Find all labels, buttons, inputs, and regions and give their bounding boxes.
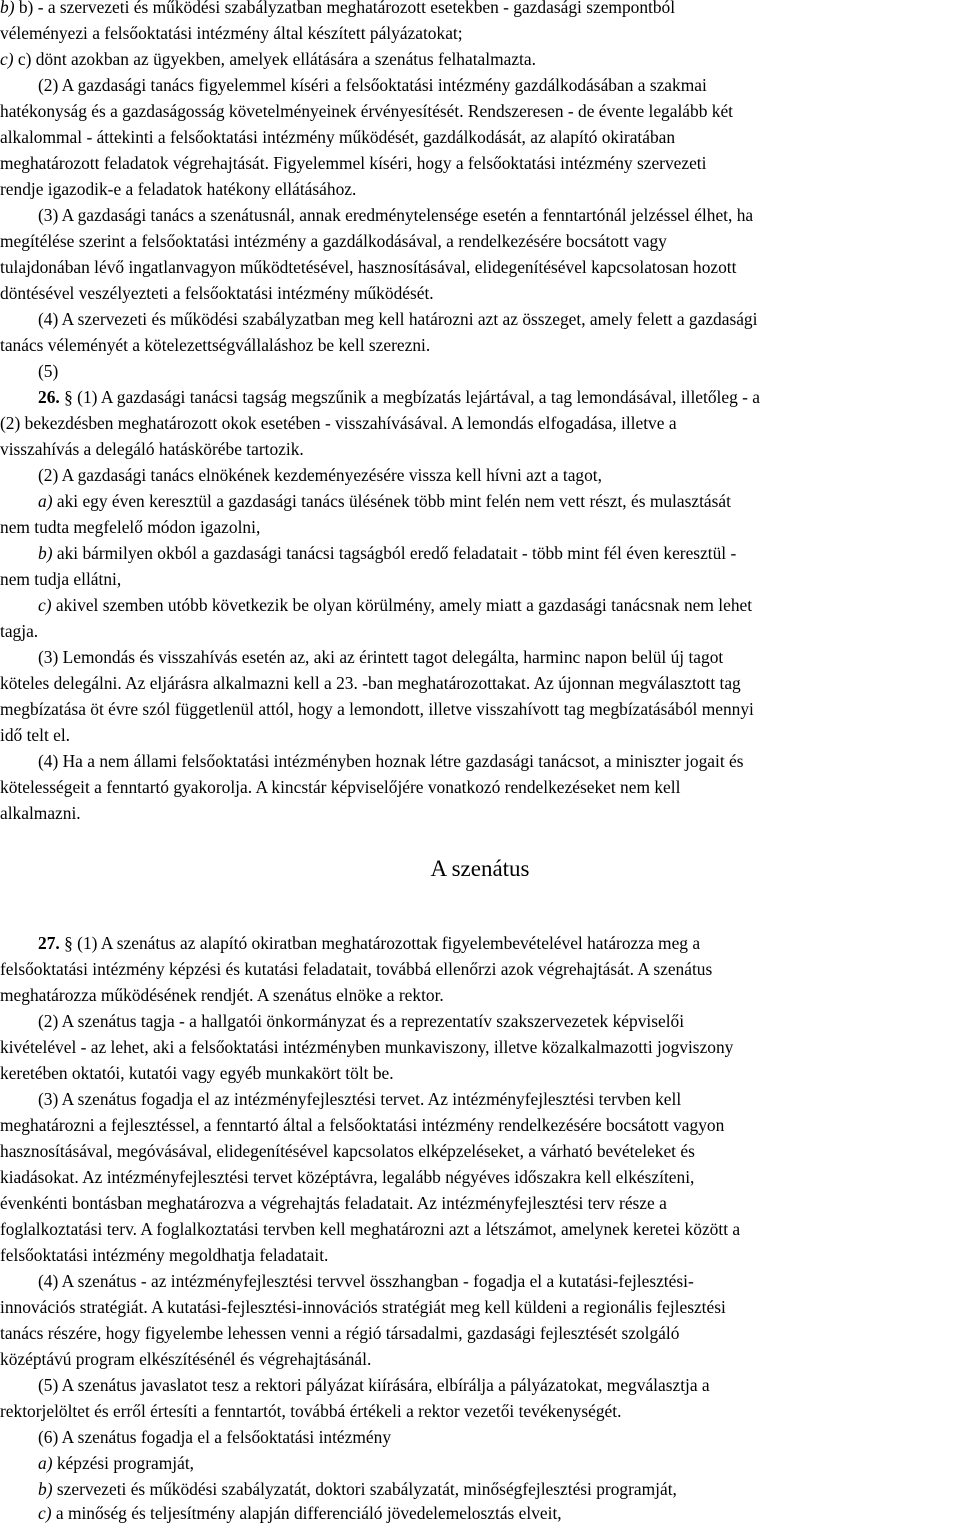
text-line: 27. § (1) A szenátus az alapító okiratban meghatározottak figyelembevételével határozza meg a bbox=[38, 933, 701, 953]
list-marker: b) bbox=[0, 0, 15, 17]
text-line: a) képzési programját, bbox=[38, 1453, 194, 1473]
text-line: hatékonyság és a gazdaságosság követelményeinek érvényesítését. Rendszeresen - de évente legalább két bbox=[0, 101, 734, 121]
text-line: kiadásokat. Az intézményfejlesztési tervet középtávra, legalább négyéves időszakra kell elkészíteni, bbox=[0, 1167, 695, 1187]
text-line: (2) bekezdésben meghatározott okok esetében - visszahívásával. A lemondás elfogadása, illetve a bbox=[0, 413, 677, 433]
text-line: nem tudta megfelelő módon igazolni, bbox=[0, 517, 261, 537]
text-line: meghatározza működésének rendjét. A szenátus elnöke a rektor. bbox=[0, 985, 444, 1005]
text-line: (3) A gazdasági tanács a szenátusnál, annak eredménytelensége esetén a fenntartónál jelzéssel élhet, ha bbox=[38, 205, 754, 225]
text-line: rendje igazodik-e a feladatok hatékony ellátásához. bbox=[0, 179, 357, 199]
text-line: alkalommal - áttekinti a felsőoktatási intézmény működését, gazdálkodását, az alapító okiratában bbox=[0, 127, 676, 147]
text-line: tagja. bbox=[0, 621, 39, 641]
text-line: visszahívás a delegáló hatáskörébe tartozik. bbox=[0, 439, 304, 459]
text-line: c) akivel szemben utóbb következik be olyan körülmény, amely miatt a gazdasági tanácsnak nem lehet bbox=[38, 595, 753, 615]
text-line: középtávú program elkészítésénél és végrehajtásánál. bbox=[0, 1349, 372, 1369]
text-line: c) c) dönt azokban az ügyekben, amelyek ellátására a szenátus felhatalmazta. bbox=[0, 49, 536, 69]
text-line: (2) A gazdasági tanács elnökének kezdeményezésére vissza kell hívni azt a tagot, bbox=[38, 465, 602, 485]
text-line: felsőoktatási intézmény képzési és kutatási feladatait, továbbá ellenőrzi azok végrehajtását. A szenátus bbox=[0, 959, 713, 979]
section-heading: A szenátus bbox=[430, 856, 530, 881]
list-marker: a) bbox=[38, 1453, 53, 1473]
text-line: megbízatása öt évre szól függetlenül attól, hogy a lemondott, illetve visszahívott tag megbízatásából mennyi bbox=[0, 699, 754, 719]
section-number: 26. bbox=[38, 387, 60, 407]
text-line: (3) Lemondás és visszahívás esetén az, aki az érintett tagot delegálta, harminc napon belül új tagot bbox=[38, 647, 724, 667]
section-sign: § bbox=[64, 933, 73, 953]
text-line: kötelességeit a fenntartó gyakorolja. A kincstár képviselőjére vonatkozó rendelkezéseket nem kell bbox=[0, 777, 681, 797]
text-line: alkalmazni. bbox=[0, 803, 81, 823]
list-marker: c) bbox=[38, 595, 52, 615]
text-line: (3) A szenátus fogadja el az intézményfejlesztési tervet. Az intézményfejlesztési tervben kell bbox=[38, 1089, 682, 1109]
text-line: (4) A szenátus - az intézményfejlesztési tervvel összhangban - fogadja el a kutatási-fejlesztési- bbox=[38, 1271, 694, 1291]
text-line: (4) Ha a nem állami felsőoktatási intézményben hoznak létre gazdasági tanácsot, a miniszter jogait és bbox=[38, 751, 744, 771]
text-line: tulajdonában lévő ingatlanvagyon működtetésével, hasznosításával, elidegenítésével kapcsolatosan hozott bbox=[0, 257, 737, 277]
text-line: tanács véleményét a kötelezettségvállaláshoz be kell szerezni. bbox=[0, 335, 431, 355]
text-line: foglalkoztatási terv. A foglalkoztatási tervben kell meghatározni azt a létszámot, amelynek keretei között a bbox=[0, 1219, 741, 1239]
text-line: innovációs stratégiát. A kutatási-fejlesztési-innovációs stratégiát meg kell küldeni a regionális fejlesztési bbox=[0, 1297, 726, 1317]
text-line: (2) A gazdasági tanács figyelemmel kíséri a felsőoktatási intézmény gazdálkodásában a szakmai bbox=[38, 75, 707, 95]
text-line: idő telt el. bbox=[0, 725, 71, 745]
text-line: évenkénti bontásban meghatározva a végrehajtás feladatait. Az intézményfejlesztési terv része a bbox=[0, 1193, 667, 1213]
list-marker: a) bbox=[38, 491, 53, 511]
text-line: meghatározott feladatok végrehajtását. Figyelemmel kíséri, hogy a felsőoktatási intézmény szervezeti bbox=[0, 153, 707, 173]
text-line: (6) A szenátus fogadja el a felsőoktatási intézmény bbox=[38, 1427, 392, 1447]
text-line: rektorjelöltet és erről értesíti a fenntartót, továbbá értékeli a rektor vezetői tevékenységét. bbox=[0, 1401, 622, 1421]
text-line: b) b) - a szervezeti és működési szabályzatban meghatározott esetekben - gazdasági szempontból bbox=[0, 0, 960, 20]
text-line: b) aki bármilyen okból a gazdasági tanácsi tagságból eredő feladatait - több mint fél éven keresztül - bbox=[38, 543, 737, 563]
text-line: (5) A szenátus javaslatot tesz a rektori pályázat kiírására, elbírálja a pályázatokat, megválasztja a bbox=[38, 1375, 710, 1395]
text-line: (4) A szervezeti és működési szabályzatban meg kell határozni azt az összeget, amely felett a gazdasági bbox=[38, 309, 758, 329]
section-sign: § bbox=[64, 387, 73, 407]
text-line: tanács részére, hogy figyelembe lehessen venni a régió társadalmi, gazdasági fejlesztését szolgáló bbox=[0, 1323, 680, 1343]
text-line: keretében oktatói, kutatói vagy egyéb munkakört tölt be. bbox=[0, 1063, 394, 1083]
text-line: döntésével veszélyezteti a felsőoktatási intézmény működését. bbox=[0, 283, 434, 303]
list-marker: b) bbox=[38, 543, 53, 563]
text-line: hasznosításával, megóvásával, elidegenítésével kapcsolatos elképzeléseket, a várható bevételeket és bbox=[0, 1141, 695, 1161]
text-line: 26. § (1) A gazdasági tanácsi tagság megszűnik a megbízatás lejártával, a tag lemondásával, illetőleg - a bbox=[38, 387, 760, 407]
list-marker: b) bbox=[38, 1479, 53, 1499]
text-line: véleményezi a felsőoktatási intézmény által készített pályázatokat; bbox=[0, 23, 463, 43]
text-line: meghatározni a fejlesztéssel, a fenntartó által a felsőoktatási intézmény rendelkezésére bocsátott vagyon bbox=[0, 1115, 725, 1135]
text-line: megítélése szerint a felsőoktatási intézmény a gazdálkodásával, a rendelkezésére bocsátott vagy bbox=[0, 231, 667, 251]
text-line: a) aki egy éven keresztül a gazdasági tanács ülésének több mint felén nem vett részt, és mulasztását bbox=[38, 491, 731, 511]
text-line: kivételével - az lehet, aki a felsőoktatási intézményben munkaviszony, illetve közalkalmazotti jogviszony bbox=[0, 1037, 734, 1057]
text-line: c) a minőség és teljesítmény alapján differenciáló jövedelemelosztás elveit, bbox=[38, 1503, 562, 1523]
text-line: b) szervezeti és működési szabályzatát, doktori szabályzatát, minőségfejlesztési programját, bbox=[38, 1479, 677, 1499]
text-line: (2) A szenátus tagja - a hallgatói önkormányzat és a reprezentatív szakszervezetek képviselői bbox=[38, 1011, 685, 1031]
section-number: 27. bbox=[38, 933, 60, 953]
text-line: köteles delegálni. Az eljárásra alkalmazni kell a 23. -ban meghatározottakat. Az újonnan megválasztott tag bbox=[0, 673, 741, 693]
text-line: nem tudja ellátni, bbox=[0, 569, 122, 589]
list-marker: c) bbox=[38, 1503, 52, 1523]
text-line: (5) bbox=[38, 361, 59, 381]
list-marker: c) bbox=[0, 49, 14, 69]
text-line: felsőoktatási intézmény megoldhatja feladatait. bbox=[0, 1245, 329, 1265]
